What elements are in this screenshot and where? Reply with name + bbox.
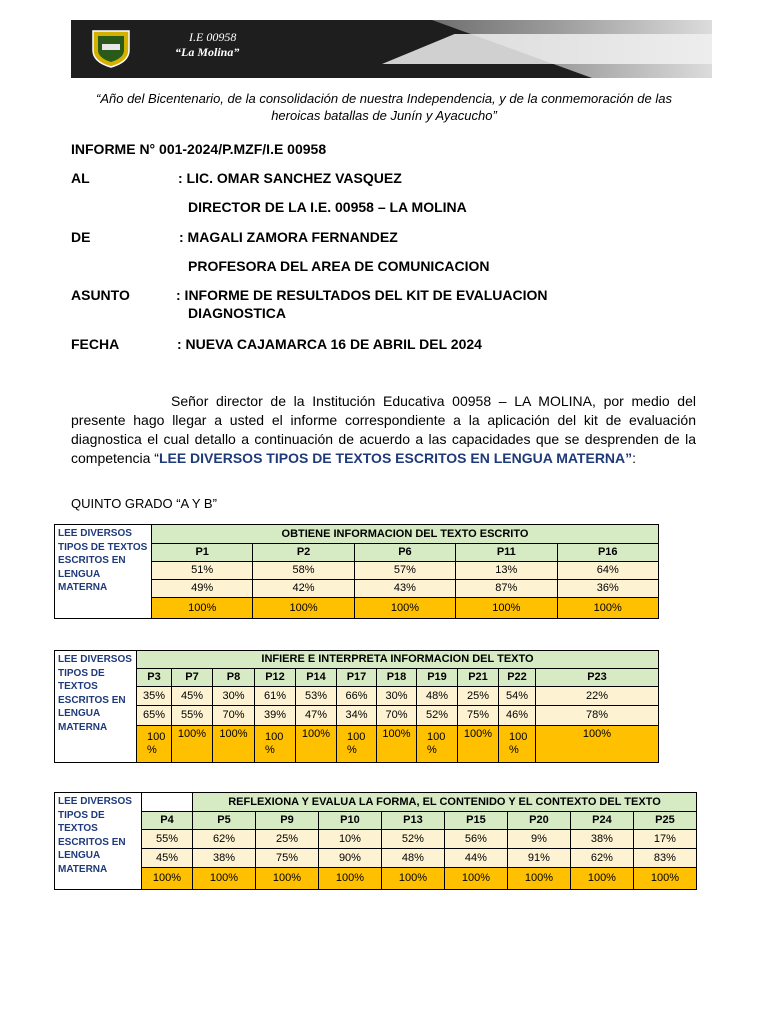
total-cell: 100% (354, 598, 455, 619)
subject-label: ASUNTO (71, 287, 130, 303)
competencia-highlight: LEE DIVERSOS TIPOS DE TEXTOS ESCRITOS EN LENGUA MATERNA” (158, 450, 633, 466)
total-cell: 100% (318, 868, 381, 890)
col-header: P7 (172, 669, 213, 687)
col-header: P3 (137, 669, 172, 687)
total-cell: 100% (172, 726, 213, 763)
total-cell: 100 % (337, 726, 377, 763)
total-cell: 100% (456, 598, 557, 619)
cell: 64% (557, 562, 659, 580)
total-cell: 100% (255, 868, 318, 890)
total-cell: 100 % (137, 726, 172, 763)
cell: 57% (354, 562, 455, 580)
col-header: P8 (213, 669, 255, 687)
cell: 66% (337, 687, 377, 706)
col-header: P22 (499, 669, 536, 687)
total-cell: 100% (142, 868, 193, 890)
cell: 47% (296, 706, 337, 726)
to-value: : LIC. OMAR SANCHEZ VASQUEZ (178, 170, 402, 186)
col-header: P23 (536, 669, 659, 687)
cell: 52% (381, 830, 444, 849)
col-header: P1 (152, 544, 253, 562)
cell: 48% (417, 687, 458, 706)
cell: 61% (255, 687, 296, 706)
table-side-label: LEE DIVERSOS TIPOS DE TEXTOS ESCRITOS EN LENGUA MATERNA (55, 793, 142, 890)
table-title: REFLEXIONA Y EVALUA LA FORMA, EL CONTENIDO Y EL CONTEXTO DEL TEXTO (193, 793, 697, 812)
total-cell: 100% (296, 726, 337, 763)
col-header: P24 (570, 812, 633, 830)
school-code: I.E 00958 (189, 30, 237, 44)
body-tail: : (632, 450, 637, 466)
table-reflexiona-evalua (54, 792, 697, 890)
banner-title (175, 30, 239, 60)
col-header: P11 (456, 544, 557, 562)
total-cell: 100% (633, 868, 696, 890)
grade-label: QUINTO GRADO “A Y B” (71, 496, 217, 511)
banner-stripe-light (382, 34, 712, 64)
from-value: : MAGALI ZAMORA FERNANDEZ (179, 229, 398, 245)
cell: 13% (456, 562, 557, 580)
table-title: OBTIENE INFORMACION DEL TEXTO ESCRITO (152, 525, 659, 544)
school-name: “La Molina” (175, 45, 240, 59)
col-header: P21 (458, 669, 499, 687)
total-cell: 100 % (499, 726, 536, 763)
cell: 62% (193, 830, 256, 849)
table-side-label: LEE DIVERSOS TIPOS DE TEXTOS ESCRITOS EN LENGUA MATERNA (55, 525, 152, 619)
total-cell: 100% (458, 726, 499, 763)
cell: 48% (381, 849, 444, 868)
cell: 46% (499, 706, 536, 726)
cell: 51% (152, 562, 253, 580)
cell: 30% (213, 687, 255, 706)
total-cell: 100% (213, 726, 255, 763)
letterhead-banner (71, 20, 712, 78)
cell: 65% (137, 706, 172, 726)
body-paragraph (71, 392, 696, 468)
cell: 39% (255, 706, 296, 726)
cell: 75% (255, 849, 318, 868)
cell: 49% (152, 580, 253, 598)
col-header: P12 (255, 669, 296, 687)
date-label: FECHA (71, 336, 120, 352)
total-cell: 100 % (417, 726, 458, 763)
cell: 43% (354, 580, 455, 598)
cell: 10% (318, 830, 381, 849)
cell: 87% (456, 580, 557, 598)
total-cell: 100% (381, 868, 444, 890)
table-title: INFIERE E INTERPRETA INFORMACION DEL TEXTO (137, 651, 659, 669)
cell: 58% (253, 562, 354, 580)
cell: 30% (377, 687, 417, 706)
cell: 36% (557, 580, 659, 598)
col-header: P10 (318, 812, 381, 830)
cell: 22% (536, 687, 659, 706)
school-crest-logo (89, 28, 133, 68)
cell: 62% (570, 849, 633, 868)
cell: 52% (417, 706, 458, 726)
cell: 38% (570, 830, 633, 849)
col-header: P9 (255, 812, 318, 830)
cell: 90% (318, 849, 381, 868)
total-cell: 100% (152, 598, 253, 619)
cell: 75% (458, 706, 499, 726)
cell: 25% (255, 830, 318, 849)
total-cell: 100% (193, 868, 256, 890)
empty-cell (142, 793, 193, 812)
total-cell: 100% (377, 726, 417, 763)
table-infiere-interpreta (54, 650, 659, 763)
cell: 9% (507, 830, 570, 849)
to-label: AL (71, 170, 90, 186)
total-cell: 100% (253, 598, 354, 619)
col-header: P5 (193, 812, 256, 830)
cell: 55% (142, 830, 193, 849)
cell: 53% (296, 687, 337, 706)
col-header: P25 (633, 812, 696, 830)
cell: 54% (499, 687, 536, 706)
col-header: P15 (444, 812, 507, 830)
cell: 38% (193, 849, 256, 868)
col-header: P4 (142, 812, 193, 830)
cell: 91% (507, 849, 570, 868)
cell: 70% (377, 706, 417, 726)
total-cell: 100 % (255, 726, 296, 763)
cell: 83% (633, 849, 696, 868)
report-number: INFORME N° 001-2024/P.MZF/I.E 00958 (71, 141, 327, 157)
col-header: P18 (377, 669, 417, 687)
total-cell: 100% (536, 726, 659, 763)
table-obtiene-informacion (54, 524, 659, 619)
cell: 34% (337, 706, 377, 726)
col-header: P14 (296, 669, 337, 687)
cell: 44% (444, 849, 507, 868)
cell: 78% (536, 706, 659, 726)
cell: 45% (142, 849, 193, 868)
to-value-title: DIRECTOR DE LA I.E. 00958 – LA MOLINA (188, 199, 467, 215)
col-header: P2 (253, 544, 354, 562)
col-header: P6 (354, 544, 455, 562)
total-cell: 100% (507, 868, 570, 890)
total-cell: 100% (570, 868, 633, 890)
body-text: Señor director de la Institución Educativa 00958 – LA MOLINA, por medio del presente hago llegar a usted el informe correspondiente a la aplicación del kit de evaluación diagnostica el cual detallo a continuación de acuerdo a las capacidades que se desprenden de la competencia “ (71, 393, 696, 466)
cell: 17% (633, 830, 696, 849)
cell: 25% (458, 687, 499, 706)
cell: 55% (172, 706, 213, 726)
cell: 56% (444, 830, 507, 849)
cell: 70% (213, 706, 255, 726)
from-value-title: PROFESORA DEL AREA DE COMUNICACION (188, 258, 490, 274)
cell: 42% (253, 580, 354, 598)
col-header: P17 (337, 669, 377, 687)
subject-value-cont: DIAGNOSTICA (188, 305, 286, 321)
year-motto: “Año del Bicentenario, de la consolidación de nuestra Independencia, y de la conmemoración de las heroicas batallas de Junín y Ayacucho” (96, 91, 672, 123)
table-side-label: LEE DIVERSOS TIPOS DE TEXTOS ESCRITOS EN LENGUA MATERNA (55, 651, 137, 763)
total-cell: 100% (444, 868, 507, 890)
col-header: P13 (381, 812, 444, 830)
subject-value: : INFORME DE RESULTADOS DEL KIT DE EVALUACION (176, 287, 548, 303)
date-value: : NUEVA CAJAMARCA 16 DE ABRIL DEL 2024 (177, 336, 482, 352)
total-cell: 100% (557, 598, 659, 619)
from-label: DE (71, 229, 91, 245)
cell: 35% (137, 687, 172, 706)
cell: 45% (172, 687, 213, 706)
col-header: P20 (507, 812, 570, 830)
col-header: P16 (557, 544, 659, 562)
col-header: P19 (417, 669, 458, 687)
